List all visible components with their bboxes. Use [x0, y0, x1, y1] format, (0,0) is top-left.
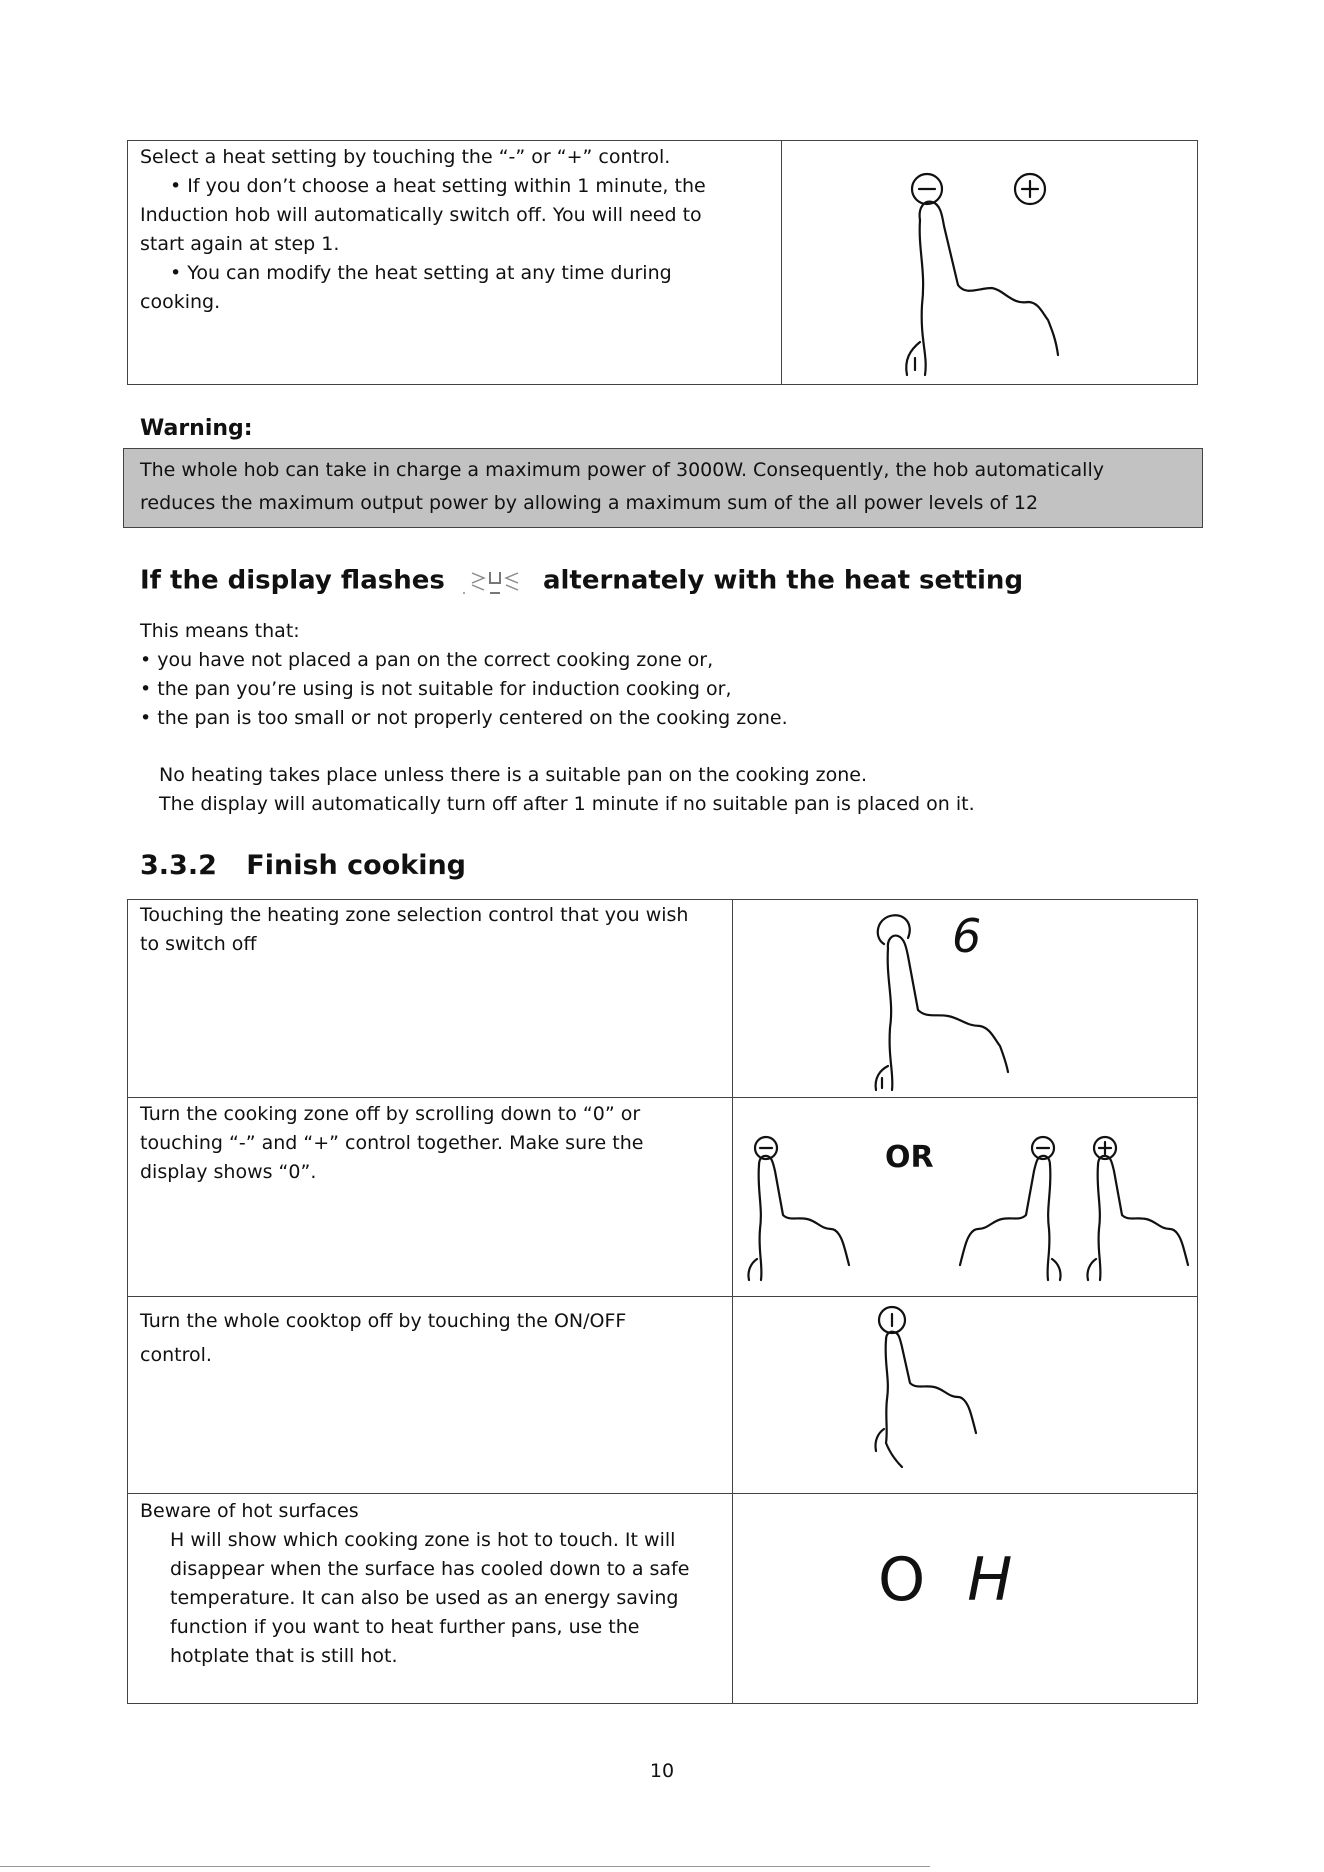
- select-heat-line: Select a heat setting by touching the “-” or “+” control.: [140, 146, 671, 168]
- row-text: touching “-” and “+” control together. Make sure the: [140, 1132, 644, 1154]
- hot-display: [878, 1545, 1012, 1615]
- or-text: OR: [885, 1140, 934, 1175]
- display-digit: 6: [952, 909, 982, 963]
- note-line: The display will automatically turn off after 1 minute if no suitable pan is placed on it.: [159, 793, 975, 815]
- intro-text: This means that:: [140, 620, 300, 642]
- or-label: [885, 1140, 934, 1175]
- display-hot-symbol: H: [967, 1545, 1013, 1615]
- finger-icon: [960, 1156, 1061, 1280]
- note-line: No heating takes place unless there is a suitable pan on the cooking zone.: [159, 764, 868, 786]
- row-divider: [127, 1296, 1198, 1297]
- row-text: H will show which cooking zone is hot to touch. It will: [170, 1529, 676, 1551]
- finger-icon: [1087, 1156, 1188, 1280]
- finger-icon: [906, 202, 1058, 375]
- list-item: • you have not placed a pan on the correct cooking zone or,: [140, 649, 714, 671]
- minus-plus-finger-illustration: [900, 170, 1100, 380]
- table-divider: [781, 140, 782, 385]
- display-flash-body: [140, 617, 1190, 733]
- warning-box: [123, 448, 1203, 528]
- bullet-timeout: • If you don’t choose a heat setting within 1 minute, the: [170, 175, 706, 197]
- table-row: [140, 901, 730, 959]
- row-text: temperature. It can also be used as an energy saving: [170, 1587, 679, 1609]
- zone-off-illustration: [745, 1125, 1195, 1285]
- bullet-modify-cont: cooking.: [140, 291, 221, 313]
- bullet-modify: • You can modify the heat setting at any time during: [170, 262, 672, 284]
- on-off-finger-illustration: [870, 1305, 1020, 1475]
- row-text: display shows “0”.: [140, 1161, 317, 1183]
- row-text: Turn the whole cooktop off by touching the ON/OFF: [140, 1310, 627, 1332]
- section-number: 3.3.2: [140, 850, 217, 881]
- row-title: Beware of hot surfaces: [140, 1500, 359, 1522]
- zone-circle-icon: [878, 915, 910, 944]
- table-divider: [732, 899, 733, 1704]
- display-zone-symbol: O: [878, 1545, 926, 1615]
- select-heat-text: [140, 143, 770, 317]
- section-title: Finish cooking: [246, 850, 467, 881]
- bottom-edge-line: [0, 1866, 930, 1867]
- row-divider: [127, 1097, 1198, 1098]
- row-text: function if you want to heat further pans, use the: [170, 1616, 640, 1638]
- row-text: Turn the cooking zone off by scrolling down to “0” or: [140, 1103, 641, 1125]
- heading-pre: If the display flashes: [140, 565, 445, 596]
- row-body: [140, 1526, 730, 1671]
- minus-icon: [912, 174, 942, 204]
- table-row: [140, 1100, 730, 1187]
- row-text: hotplate that is still hot.: [170, 1645, 398, 1667]
- heading-post: alternately with the heat setting: [542, 565, 1024, 596]
- page-number: 10: [649, 1760, 675, 1782]
- list-item: • the pan is too small or not properly centered on the cooking zone.: [140, 707, 788, 729]
- bullet-timeout-cont: start again at step 1.: [140, 233, 340, 255]
- row-text: disappear when the surface has cooled down to a safe: [170, 1558, 690, 1580]
- table-row: [140, 1304, 730, 1372]
- display-flash-heading: [140, 563, 1023, 599]
- warning-line-1: The whole hob can take in charge a maximum power of 3000W. Consequently, the hob automatically: [140, 459, 1104, 481]
- finger-icon: [876, 936, 1008, 1090]
- row-text: Touching the heating zone selection control that you wish: [140, 904, 689, 926]
- row-text: control.: [140, 1344, 212, 1366]
- display-flash-notes: [159, 761, 1189, 819]
- zone-select-finger-illustration: [870, 910, 1050, 1090]
- flash-symbol-icon: [454, 563, 534, 599]
- list-item: • the pan you’re using is not suitable for induction cooking or,: [140, 678, 732, 700]
- table-row: [140, 1497, 730, 1671]
- section-heading: [140, 850, 466, 881]
- row-divider: [127, 1493, 1198, 1494]
- row-text: to switch off: [140, 933, 257, 955]
- finger-icon: [875, 1332, 976, 1467]
- bullet-timeout-cont: Induction hob will automatically switch off. You will need to: [140, 204, 702, 226]
- warning-title: Warning:: [140, 416, 253, 441]
- finger-icon: [748, 1156, 849, 1280]
- seven-segment-display: [952, 909, 981, 963]
- power-icon: [879, 1307, 905, 1333]
- plus-icon: [1015, 174, 1045, 204]
- warning-line-2: reduces the maximum output power by allowing a maximum sum of the all power levels of 12: [140, 492, 1039, 514]
